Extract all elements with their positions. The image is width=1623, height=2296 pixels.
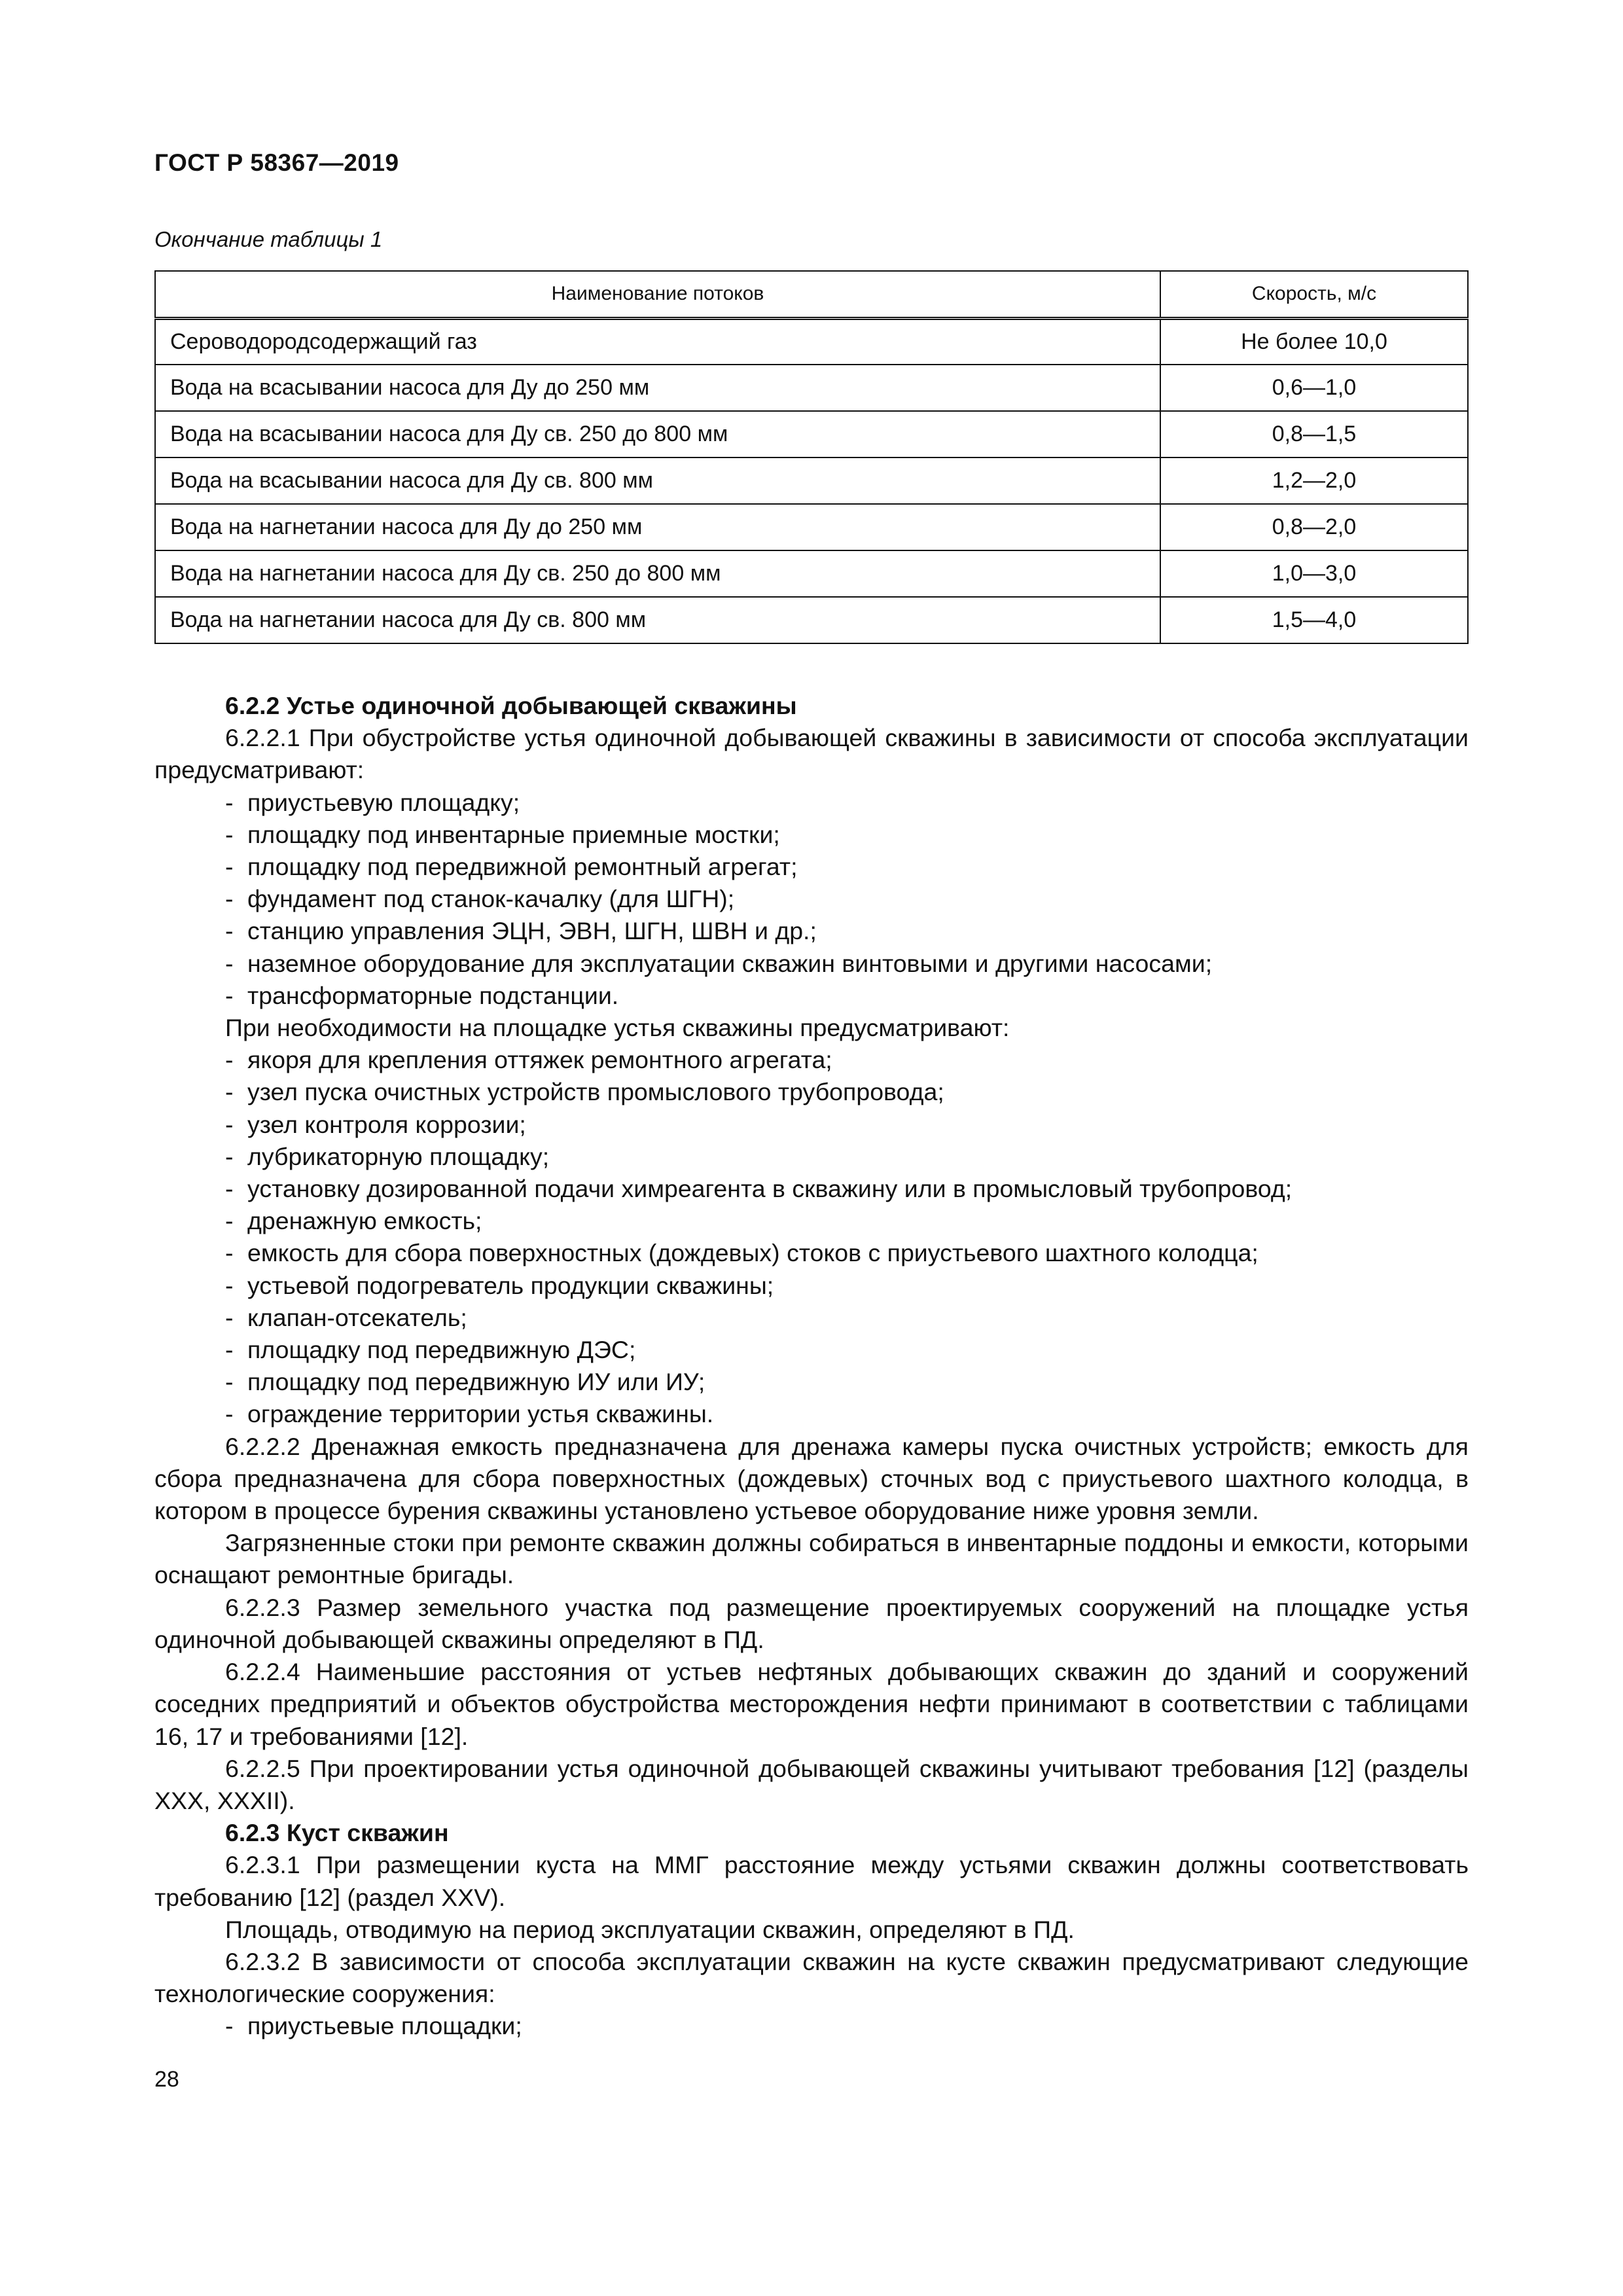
table-row — [155, 457, 1468, 504]
flow-name-cell: Вода на всасывании насоса для Ду до 250 мм — [155, 365, 1160, 411]
list-item-text: узел пуска очистных устройств промыслового трубопровода; — [247, 1078, 944, 1106]
list-dash: - — [225, 1368, 234, 1396]
list-item-text: площадку под передвижную ИУ или ИУ; — [247, 1368, 705, 1396]
table-row — [155, 365, 1468, 411]
table-row — [155, 318, 1468, 365]
section-heading: 6.2.2 Устье одиночной добывающей скважины — [225, 692, 797, 719]
list-item — [154, 1076, 1469, 1108]
section-heading: 6.2.3 Куст скважин — [225, 1819, 449, 1847]
list-item — [154, 819, 1469, 851]
paragraph: При необходимости на площадке устья скважины предусматривают: — [225, 1014, 1010, 1042]
flow-name-cell: Вода на нагнетании насоса для Ду до 250 мм — [155, 504, 1160, 550]
paragraph: 6.2.2.1 При обустройстве устья одиночной добывающей скважины в зависимости от способа эксплуатации предусматривают: — [154, 724, 1469, 784]
list-item — [154, 2010, 1469, 2042]
paragraph: Площадь, отводимую на период эксплуатации скважин, определяют в ПД. — [225, 1915, 1075, 1943]
list-item-text: установку дозированной подачи химреагента в скважину или в промысловый трубопровод; — [247, 1175, 1293, 1203]
list-dash: - — [225, 1046, 234, 1074]
list-item — [154, 1173, 1469, 1205]
list-item — [154, 980, 1469, 1012]
list-item — [154, 787, 1469, 819]
table-row — [155, 411, 1468, 457]
paragraph: 6.2.2.4 Наименьшие расстояния от устьев нефтяных добывающих скважин до зданий и сооружений соседних предприятий и объектов обустройства месторождения нефти принимают в соответствии с таблицами 16, 17 и требованиями [12]. — [154, 1658, 1469, 1750]
list-item-text: станцию управления ЭЦН, ЭВН, ШГН, ШВН и др.; — [247, 917, 817, 945]
paragraph: 6.2.2.5 При проектировании устья одиночной добывающей скважины учитывают требования [12] (разделы XXX, XXXII). — [154, 1754, 1469, 1814]
list-item — [154, 915, 1469, 947]
list-item-text: клапан-отсекатель; — [247, 1303, 467, 1331]
list-dash: - — [225, 1303, 234, 1331]
list-dash: - — [225, 1175, 234, 1203]
list-item-text: емкость для сбора поверхностных (дождевых) стоков с приустьевого шахтного колодца; — [247, 1239, 1258, 1267]
speed-cell: Не более 10,0 — [1160, 318, 1468, 365]
speed-cell: 1,5—4,0 — [1160, 597, 1468, 643]
list-item — [154, 1334, 1469, 1366]
list-item-text: приустьевые площадки; — [247, 2012, 522, 2040]
list-dash: - — [225, 917, 234, 945]
speed-cell: 1,0—3,0 — [1160, 550, 1468, 597]
list-item — [154, 1141, 1469, 1173]
list-dash: - — [225, 788, 234, 816]
list-item — [154, 948, 1469, 980]
flow-name-cell: Вода на всасывании насоса для Ду св. 800 мм — [155, 457, 1160, 504]
column-header-name: Наименование потоков — [155, 271, 1160, 318]
list-dash: - — [225, 949, 234, 977]
column-header-speed: Скорость, м/с — [1160, 271, 1468, 318]
list-item-text: ограждение территории устья скважины. — [247, 1400, 714, 1428]
flow-name-cell: Вода на нагнетании насоса для Ду св. 250 до 800 мм — [155, 550, 1160, 597]
list-item — [154, 1109, 1469, 1141]
list-dash: - — [225, 1078, 234, 1106]
list-item-text: лубрикаторную площадку; — [247, 1142, 550, 1170]
table-row — [155, 597, 1468, 643]
list-item — [154, 1044, 1469, 1076]
list-item-text: трансформаторные подстанции. — [247, 981, 619, 1009]
flow-name-cell: Вода на нагнетании насоса для Ду св. 800 мм — [155, 597, 1160, 643]
list-dash: - — [225, 1142, 234, 1170]
list-item — [154, 883, 1469, 915]
list-dash: - — [225, 853, 234, 881]
speed-cell: 1,2—2,0 — [1160, 457, 1468, 504]
flow-name-cell: Вода на всасывании насоса для Ду св. 250 до 800 мм — [155, 411, 1160, 457]
flow-speed-table — [154, 270, 1469, 644]
speed-cell: 0,6—1,0 — [1160, 365, 1468, 411]
list-item-text: фундамент под станок-качалку (для ШГН); — [247, 885, 735, 913]
list-item — [154, 1270, 1469, 1302]
page-number: 28 — [154, 2067, 179, 2092]
list-dash: - — [225, 981, 234, 1009]
speed-cell: 0,8—2,0 — [1160, 504, 1468, 550]
list-item-text: наземное оборудование для эксплуатации скважин винтовыми и другими насосами; — [247, 949, 1213, 977]
list-item-text: приустьевую площадку; — [247, 788, 520, 816]
paragraph: 6.2.3.1 При размещении куста на ММГ расстояние между устьями скважин должны соответствовать требованию [12] (раздел XXV). — [154, 1851, 1469, 1911]
list-item — [154, 1302, 1469, 1334]
list-item-text: площадку под передвижную ДЭС; — [247, 1336, 636, 1364]
table-caption: Окончание таблицы 1 — [154, 227, 383, 251]
paragraph: 6.2.2.2 Дренажная емкость предназначена для дренажа камеры пуска очистных устройств; емкость для сбора предназначена для сбора поверхностных (дождевых) сточных вод с приустьевого шахтного колодца, в котором в процессе бурения скважины установлено устьевое оборудование ниже уровня земли. — [154, 1432, 1469, 1525]
list-dash: - — [225, 1207, 234, 1235]
list-item-text: узел контроля коррозии; — [247, 1110, 526, 1138]
table-header-row — [155, 271, 1468, 318]
list-item — [154, 1398, 1469, 1430]
list-item-text: площадку под передвижной ремонтный агрегат; — [247, 853, 798, 881]
table-row — [155, 504, 1468, 550]
paragraph: Загрязненные стоки при ремонте скважин должны собираться в инвентарные поддоны и емкости, которыми оснащают ремонтные бригады. — [154, 1529, 1469, 1589]
list-item — [154, 1237, 1469, 1269]
list-item-text: якоря для крепления оттяжек ремонтного агрегата; — [247, 1046, 832, 1074]
list-item — [154, 1366, 1469, 1398]
table-row — [155, 550, 1468, 597]
list-dash: - — [225, 820, 234, 848]
list-dash: - — [225, 1239, 234, 1267]
list-item — [154, 1205, 1469, 1237]
list-dash: - — [225, 885, 234, 913]
document-header: ГОСТ Р 58367—2019 — [154, 149, 399, 176]
body-text — [154, 690, 1469, 2043]
list-dash: - — [225, 1400, 234, 1428]
flow-name-cell: Сероводородсодержащий газ — [155, 318, 1160, 365]
list-dash: - — [225, 1271, 234, 1299]
paragraph: 6.2.2.3 Размер земельного участка под размещение проектируемых сооружений на площадке устья одиночной добывающей скважины определяют в ПД. — [154, 1593, 1469, 1653]
list-item-text: площадку под инвентарные приемные мостки; — [247, 820, 780, 848]
list-item-text: дренажную емкость; — [247, 1207, 482, 1235]
list-item-text: устьевой подогреватель продукции скважины; — [247, 1271, 774, 1299]
paragraph: 6.2.3.2 В зависимости от способа эксплуатации скважин на кусте скважин предусматривают следующие технологические сооружения: — [154, 1947, 1469, 2008]
speed-cell: 0,8—1,5 — [1160, 411, 1468, 457]
list-item — [154, 851, 1469, 883]
list-dash: - — [225, 2012, 234, 2040]
table-body — [155, 318, 1468, 643]
list-dash: - — [225, 1336, 234, 1364]
list-dash: - — [225, 1110, 234, 1138]
